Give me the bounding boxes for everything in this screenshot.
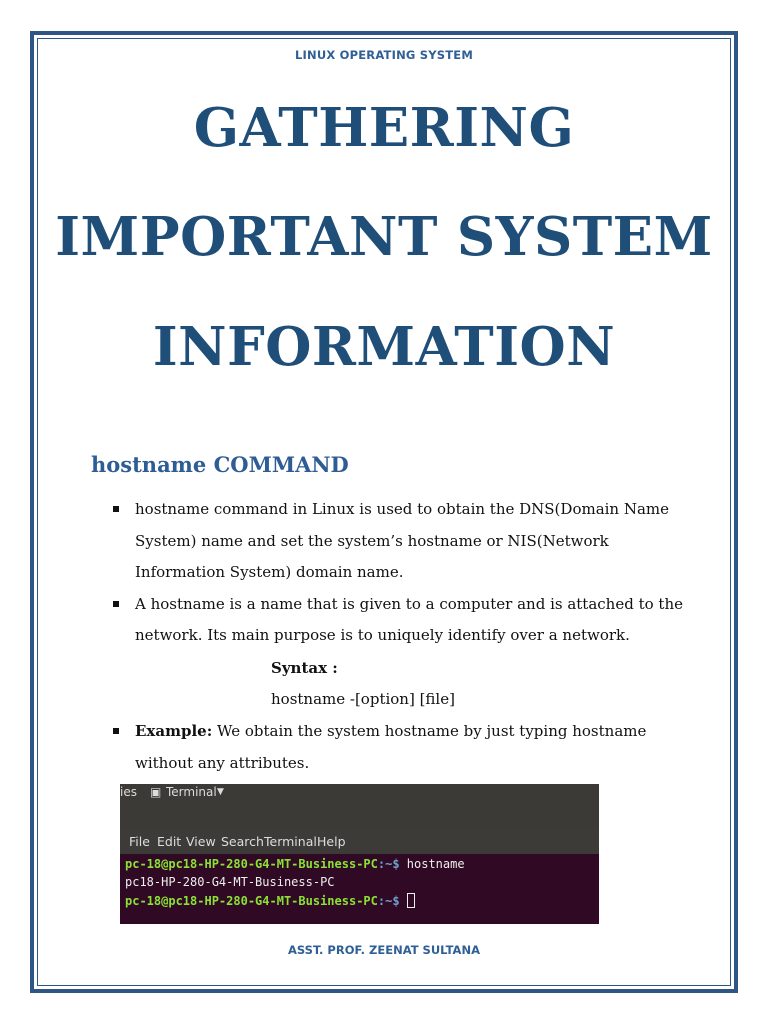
title-line-3: INFORMATION — [152, 316, 616, 378]
bullet-item-2 — [113, 589, 683, 652]
page-header: LINUX OPERATING SYSTEM — [295, 48, 473, 62]
bullet-icon — [113, 506, 119, 512]
title-line-2: IMPORTANT SYSTEM — [55, 206, 713, 268]
prompt-suffix-2: :~$ — [377, 894, 400, 908]
terminal-screenshot — [120, 784, 599, 924]
syntax-label: Syntax : — [271, 659, 338, 677]
bullet-item-1 — [113, 494, 683, 589]
menu-file: File — [129, 834, 150, 849]
page-footer: ASST. PROF. ZEENAT SULTANA — [288, 943, 480, 957]
bullet-icon — [113, 728, 119, 734]
title-line-1: GATHERING — [193, 97, 575, 159]
menu-search: Search — [221, 834, 264, 849]
prompt-suffix: :~$ — [377, 857, 400, 871]
typed-command: hostname — [399, 857, 465, 871]
bullet-2-line-1: A hostname is a name that is given to a computer and is attached to the — [135, 594, 683, 613]
example-block — [113, 716, 683, 779]
cursor-block — [407, 893, 415, 908]
menu-edit: Edit — [157, 834, 182, 849]
topbar-app-name: Terminal — [166, 785, 217, 799]
terminal-topbar — [120, 784, 599, 802]
bullet-1-line-2: System) name and set the system’s hostname or NIS(Network — [135, 531, 609, 550]
topbar-fragment: ies — [120, 785, 137, 799]
terminal-line-3 — [125, 893, 415, 908]
bullet-2-line-2: network. Its main purpose is to uniquely identify over a network. — [135, 626, 630, 644]
bullet-1-line-1: hostname command in Linux is used to obtain the DNS(Domain Name — [135, 500, 670, 518]
bullet-list — [113, 494, 683, 652]
terminal-body — [120, 854, 599, 924]
bullet-icon — [113, 601, 119, 607]
bullet-item-3 — [113, 716, 683, 779]
terminal-line-1 — [125, 857, 465, 871]
bullet-1-line-3: Information System) domain name. — [135, 563, 404, 581]
menu-help: Help — [317, 834, 346, 849]
syntax-text: hostname -[option] [file] — [271, 690, 455, 708]
chevron-down-icon: ▼ — [217, 787, 224, 797]
section-heading: hostname COMMAND — [91, 452, 349, 477]
prompt-user: pc-18@pc18-HP-280-G4-MT-Business-PC — [125, 857, 378, 871]
terminal-output: pc18-HP-280-G4-MT-Business-PC — [125, 875, 335, 889]
menu-terminal: Terminal — [264, 834, 317, 849]
prompt-user-2: pc-18@pc18-HP-280-G4-MT-Business-PC — [125, 894, 378, 908]
terminal-menubar — [120, 830, 599, 854]
example-line-2: without any attributes. — [135, 753, 310, 772]
example-label: Example: — [135, 722, 213, 740]
menu-view: View — [186, 834, 216, 849]
example-line-1 — [135, 716, 683, 748]
example-text: We obtain the system hostname by just typing hostname — [212, 722, 647, 740]
terminal-window-icon: ▣ — [150, 785, 162, 799]
